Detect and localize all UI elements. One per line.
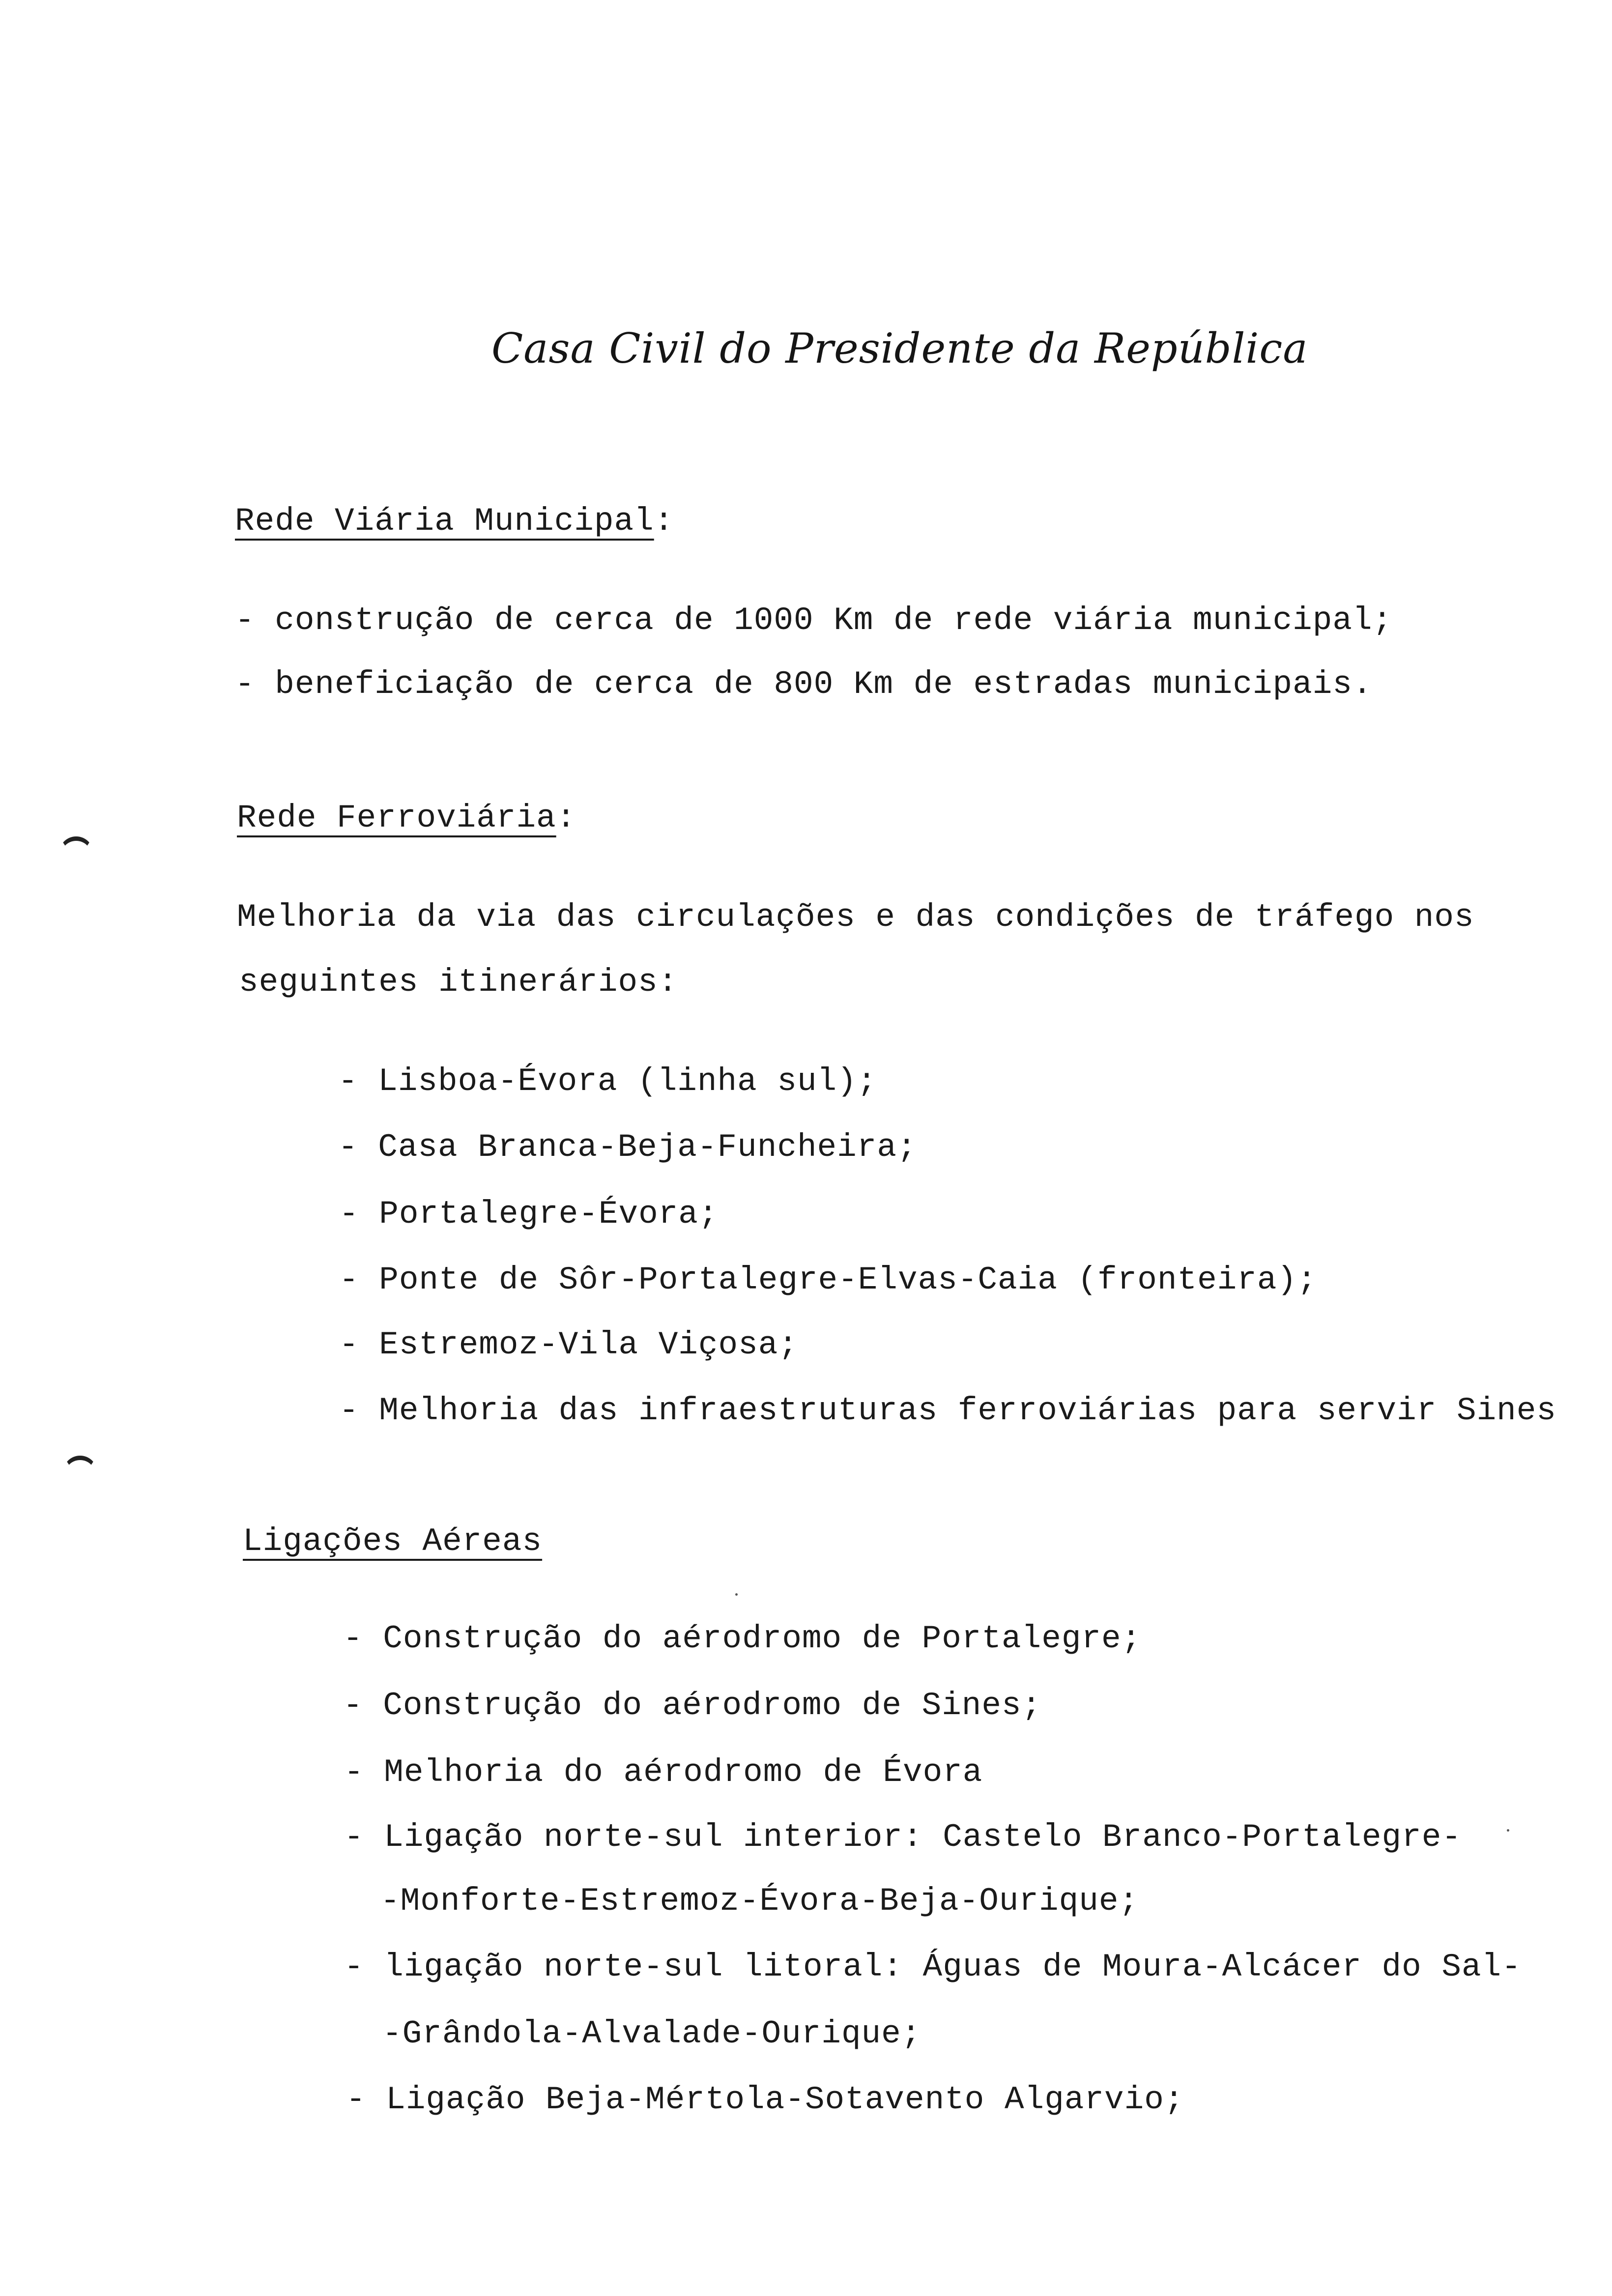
list-item: - Construção do aérodromo de Sines;: [343, 1687, 1042, 1724]
section-heading-viaria: Rede Viária Municipal:: [235, 503, 674, 540]
list-item: - Ligação norte-sul interior: Castelo Branco-Portalegre-: [344, 1819, 1462, 1856]
punch-hole-mark-upper: [59, 836, 93, 871]
list-item: - Estremoz-Vila Viçosa;: [339, 1326, 798, 1363]
scan-speck: [735, 1593, 738, 1596]
section-heading-aereas: [243, 1525, 542, 1558]
heading-text: Rede Ferroviária: [237, 800, 556, 836]
list-item: - beneficiação de cerca de 800 Km de estradas municipais.: [235, 666, 1373, 703]
heading-text: Ligações Aéreas: [243, 1523, 543, 1560]
list-item: - Lisboa-Évora (linha sul);: [338, 1063, 877, 1100]
list-item-continuation: -Monforte-Estremoz-Évora-Beja-Ourique;: [380, 1883, 1139, 1920]
list-item: - Portalegre-Évora;: [339, 1196, 719, 1233]
letterhead-title: Casa Civil do Presidente da República: [491, 324, 1308, 373]
paragraph-line: seguintes itinerários:: [239, 964, 678, 1001]
list-item: - Construção do aérodromo de Portalegre;: [343, 1620, 1142, 1657]
list-item: - Casa Branca-Beja-Funcheira;: [338, 1129, 917, 1166]
punch-hole-mark-lower: [63, 1456, 97, 1490]
list-item-continuation: -Grândola-Alvalade-Ourique;: [382, 2015, 921, 2052]
heading-text: Rede Viária Municipal: [235, 503, 654, 540]
paragraph-line: Melhoria da via das circulações e das condições de tráfego nos: [237, 899, 1474, 936]
list-item: - Ponte de Sôr-Portalegre-Elvas-Caia (fronteira);: [339, 1262, 1317, 1298]
scan-speck: [1507, 1829, 1509, 1832]
list-item: - Melhoria do aérodromo de Évora: [344, 1754, 983, 1791]
list-item: - Melhoria das infraestruturas ferroviárias para servir Sines: [339, 1392, 1556, 1429]
list-item: - construção de cerca de 1000 Km de rede viária municipal;: [235, 602, 1393, 639]
section-heading-ferroviaria: Rede Ferroviária:: [237, 800, 576, 836]
list-item: - Ligação Beja-Mértola-Sotavento Algarvio;: [346, 2081, 1184, 2118]
list-item: - ligação norte-sul litoral: Águas de Moura-Alcácer do Sal-: [344, 1949, 1522, 1985]
